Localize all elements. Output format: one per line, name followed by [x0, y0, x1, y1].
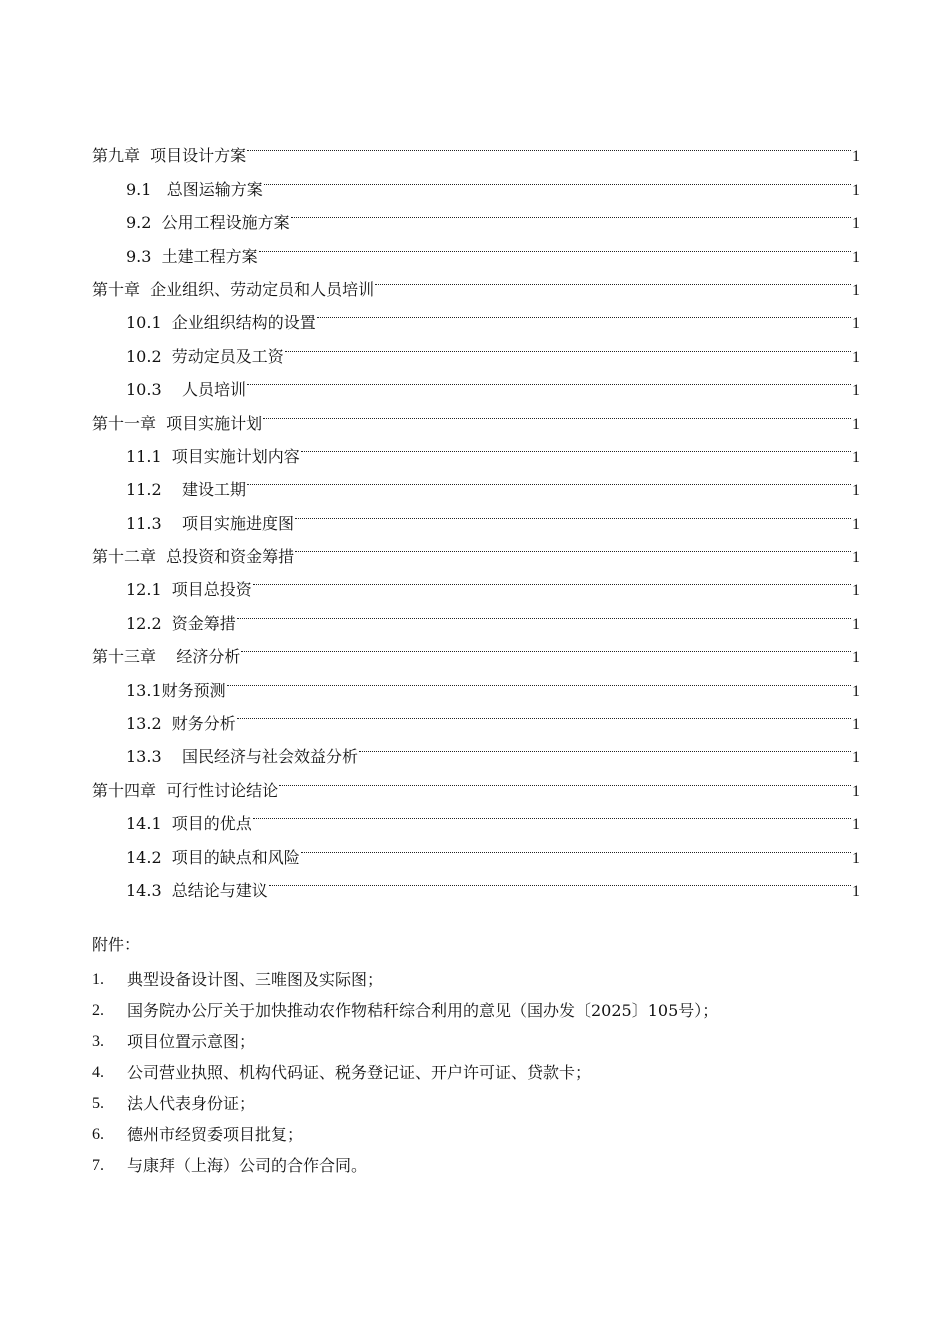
toc-page-number: 1 — [852, 615, 860, 633]
attachment-item — [92, 1119, 892, 1150]
attachment-item — [92, 995, 892, 1026]
toc-leader-dots — [301, 429, 851, 462]
toc-page-number: 1 — [852, 582, 860, 600]
toc-page-number: 1 — [852, 882, 860, 900]
toc-page-number: 1 — [852, 448, 860, 466]
attachment-item — [92, 1088, 892, 1119]
toc-leader-dots — [227, 662, 851, 695]
table-of-contents — [92, 128, 860, 900]
toc-page-number: 1 — [852, 549, 860, 567]
toc-leader-dots — [295, 495, 851, 528]
attachment-text: 公司营业执照、机构代码证、税务登记证、开户许可证、贷款卡； — [127, 1063, 592, 1082]
toc-entry-title: 第十一章 项目实施计划 — [92, 413, 263, 433]
toc-leader-dots — [253, 562, 851, 595]
toc-leader-dots — [237, 595, 851, 628]
toc-entry-title: 12.1 项目总投资 — [126, 580, 252, 600]
toc-leader-dots — [269, 863, 851, 896]
toc-leader-dots — [301, 829, 851, 862]
toc-entry-title: 9.3 土建工程方案 — [126, 246, 258, 266]
toc-entry-title: 11.2 建设工期 — [126, 480, 246, 500]
attachment-number: 7. — [92, 1157, 104, 1174]
toc-leader-dots — [279, 762, 851, 795]
toc-page-number: 1 — [852, 849, 860, 867]
toc-entry-title: 11.3 项目实施进度图 — [126, 513, 294, 533]
toc-page-number: 1 — [852, 215, 860, 233]
toc-page-number: 1 — [852, 148, 860, 166]
toc-page-number: 1 — [852, 348, 860, 366]
toc-leader-dots — [259, 228, 851, 261]
toc-leader-dots — [359, 729, 851, 762]
toc-leader-dots — [247, 462, 851, 495]
attachment-number: 2. — [92, 1002, 104, 1019]
toc-chapter-entry[interactable] — [92, 128, 860, 166]
toc-leader-dots — [247, 128, 851, 161]
attachments-section — [92, 928, 892, 1181]
toc-entry-title: 第十二章 总投资和资金筹措 — [92, 547, 295, 567]
attachments-title: 附件： — [92, 935, 141, 954]
attachment-text: 国务院办公厅关于加快推动农作物秸秆综合利用的意见（国办发〔2025〕105号）； — [127, 1001, 719, 1020]
toc-page-number: 1 — [852, 382, 860, 400]
toc-page-number: 1 — [852, 649, 860, 667]
toc-page-number: 1 — [852, 315, 860, 333]
toc-leader-dots — [237, 696, 851, 729]
toc-page-number: 1 — [852, 782, 860, 800]
toc-entry-title: 10.2 劳动定员及工资 — [126, 346, 284, 366]
toc-page-number: 1 — [852, 482, 860, 500]
toc-entry-title: 10.1 企业组织结构的设置 — [126, 313, 316, 333]
toc-entry-title: 14.2 项目的缺点和风险 — [126, 847, 300, 867]
toc-leader-dots — [263, 395, 851, 428]
toc-entry-title: 12.2 资金筹措 — [126, 613, 236, 633]
attachment-number: 1. — [92, 971, 104, 988]
toc-leader-dots — [285, 328, 851, 361]
attachment-item — [92, 1150, 892, 1181]
attachment-item — [92, 964, 892, 995]
attachment-number: 5. — [92, 1095, 104, 1112]
toc-entry-title: 9.2 公用工程设施方案 — [126, 213, 290, 233]
toc-entry-title: 13.2 财务分析 — [126, 714, 236, 734]
toc-page-number: 1 — [852, 248, 860, 266]
toc-entry-title: 第十四章 可行性讨论结论 — [92, 780, 279, 800]
toc-page-number: 1 — [852, 816, 860, 834]
toc-entry-title: 13.3 国民经济与社会效益分析 — [126, 747, 358, 767]
toc-page-number: 1 — [852, 749, 860, 767]
toc-page-number: 1 — [852, 682, 860, 700]
toc-leader-dots — [253, 796, 851, 829]
toc-entry-title: 第九章 项目设计方案 — [92, 146, 247, 166]
toc-leader-dots — [295, 529, 851, 562]
attachment-text: 项目位置示意图； — [127, 1032, 256, 1051]
toc-entry-title: 14.1 项目的优点 — [126, 814, 252, 834]
toc-entry-title: 11.1 项目实施计划内容 — [126, 446, 300, 466]
attachments-list — [92, 964, 892, 1181]
toc-page-number: 1 — [852, 181, 860, 199]
attachment-item — [92, 1057, 892, 1088]
toc-entry-title: 第十章 企业组织、劳动定员和人员培训 — [92, 279, 375, 299]
toc-page-number: 1 — [852, 281, 860, 299]
attachment-text: 德州市经贸委项目批复； — [127, 1125, 304, 1144]
toc-leader-dots — [291, 195, 851, 228]
toc-entry-title: 9.1 总图运输方案 — [126, 179, 263, 199]
toc-entry-title: 10.3 人员培训 — [126, 380, 246, 400]
toc-entry-title: 14.3 总结论与建议 — [126, 880, 268, 900]
attachment-number: 4. — [92, 1064, 104, 1081]
toc-leader-dots — [317, 295, 851, 328]
toc-entry-title: 13.1财务预测 — [126, 680, 226, 700]
toc-leader-dots — [264, 161, 851, 194]
toc-page-number: 1 — [852, 716, 860, 734]
toc-page-number: 1 — [852, 515, 860, 533]
toc-leader-dots — [241, 629, 851, 662]
attachment-text: 法人代表身份证； — [127, 1094, 256, 1113]
attachment-item — [92, 1026, 892, 1057]
toc-leader-dots — [247, 362, 851, 395]
toc-entry-title: 第十三章 经济分析 — [92, 647, 241, 667]
attachment-number: 3. — [92, 1033, 104, 1050]
toc-leader-dots — [375, 262, 851, 295]
attachment-number: 6. — [92, 1126, 104, 1143]
attachment-text: 典型设备设计图、三唯图及实际图； — [127, 970, 384, 989]
toc-page-number: 1 — [852, 415, 860, 433]
attachment-text: 与康拜（上海）公司的合作合同。 — [127, 1156, 368, 1175]
